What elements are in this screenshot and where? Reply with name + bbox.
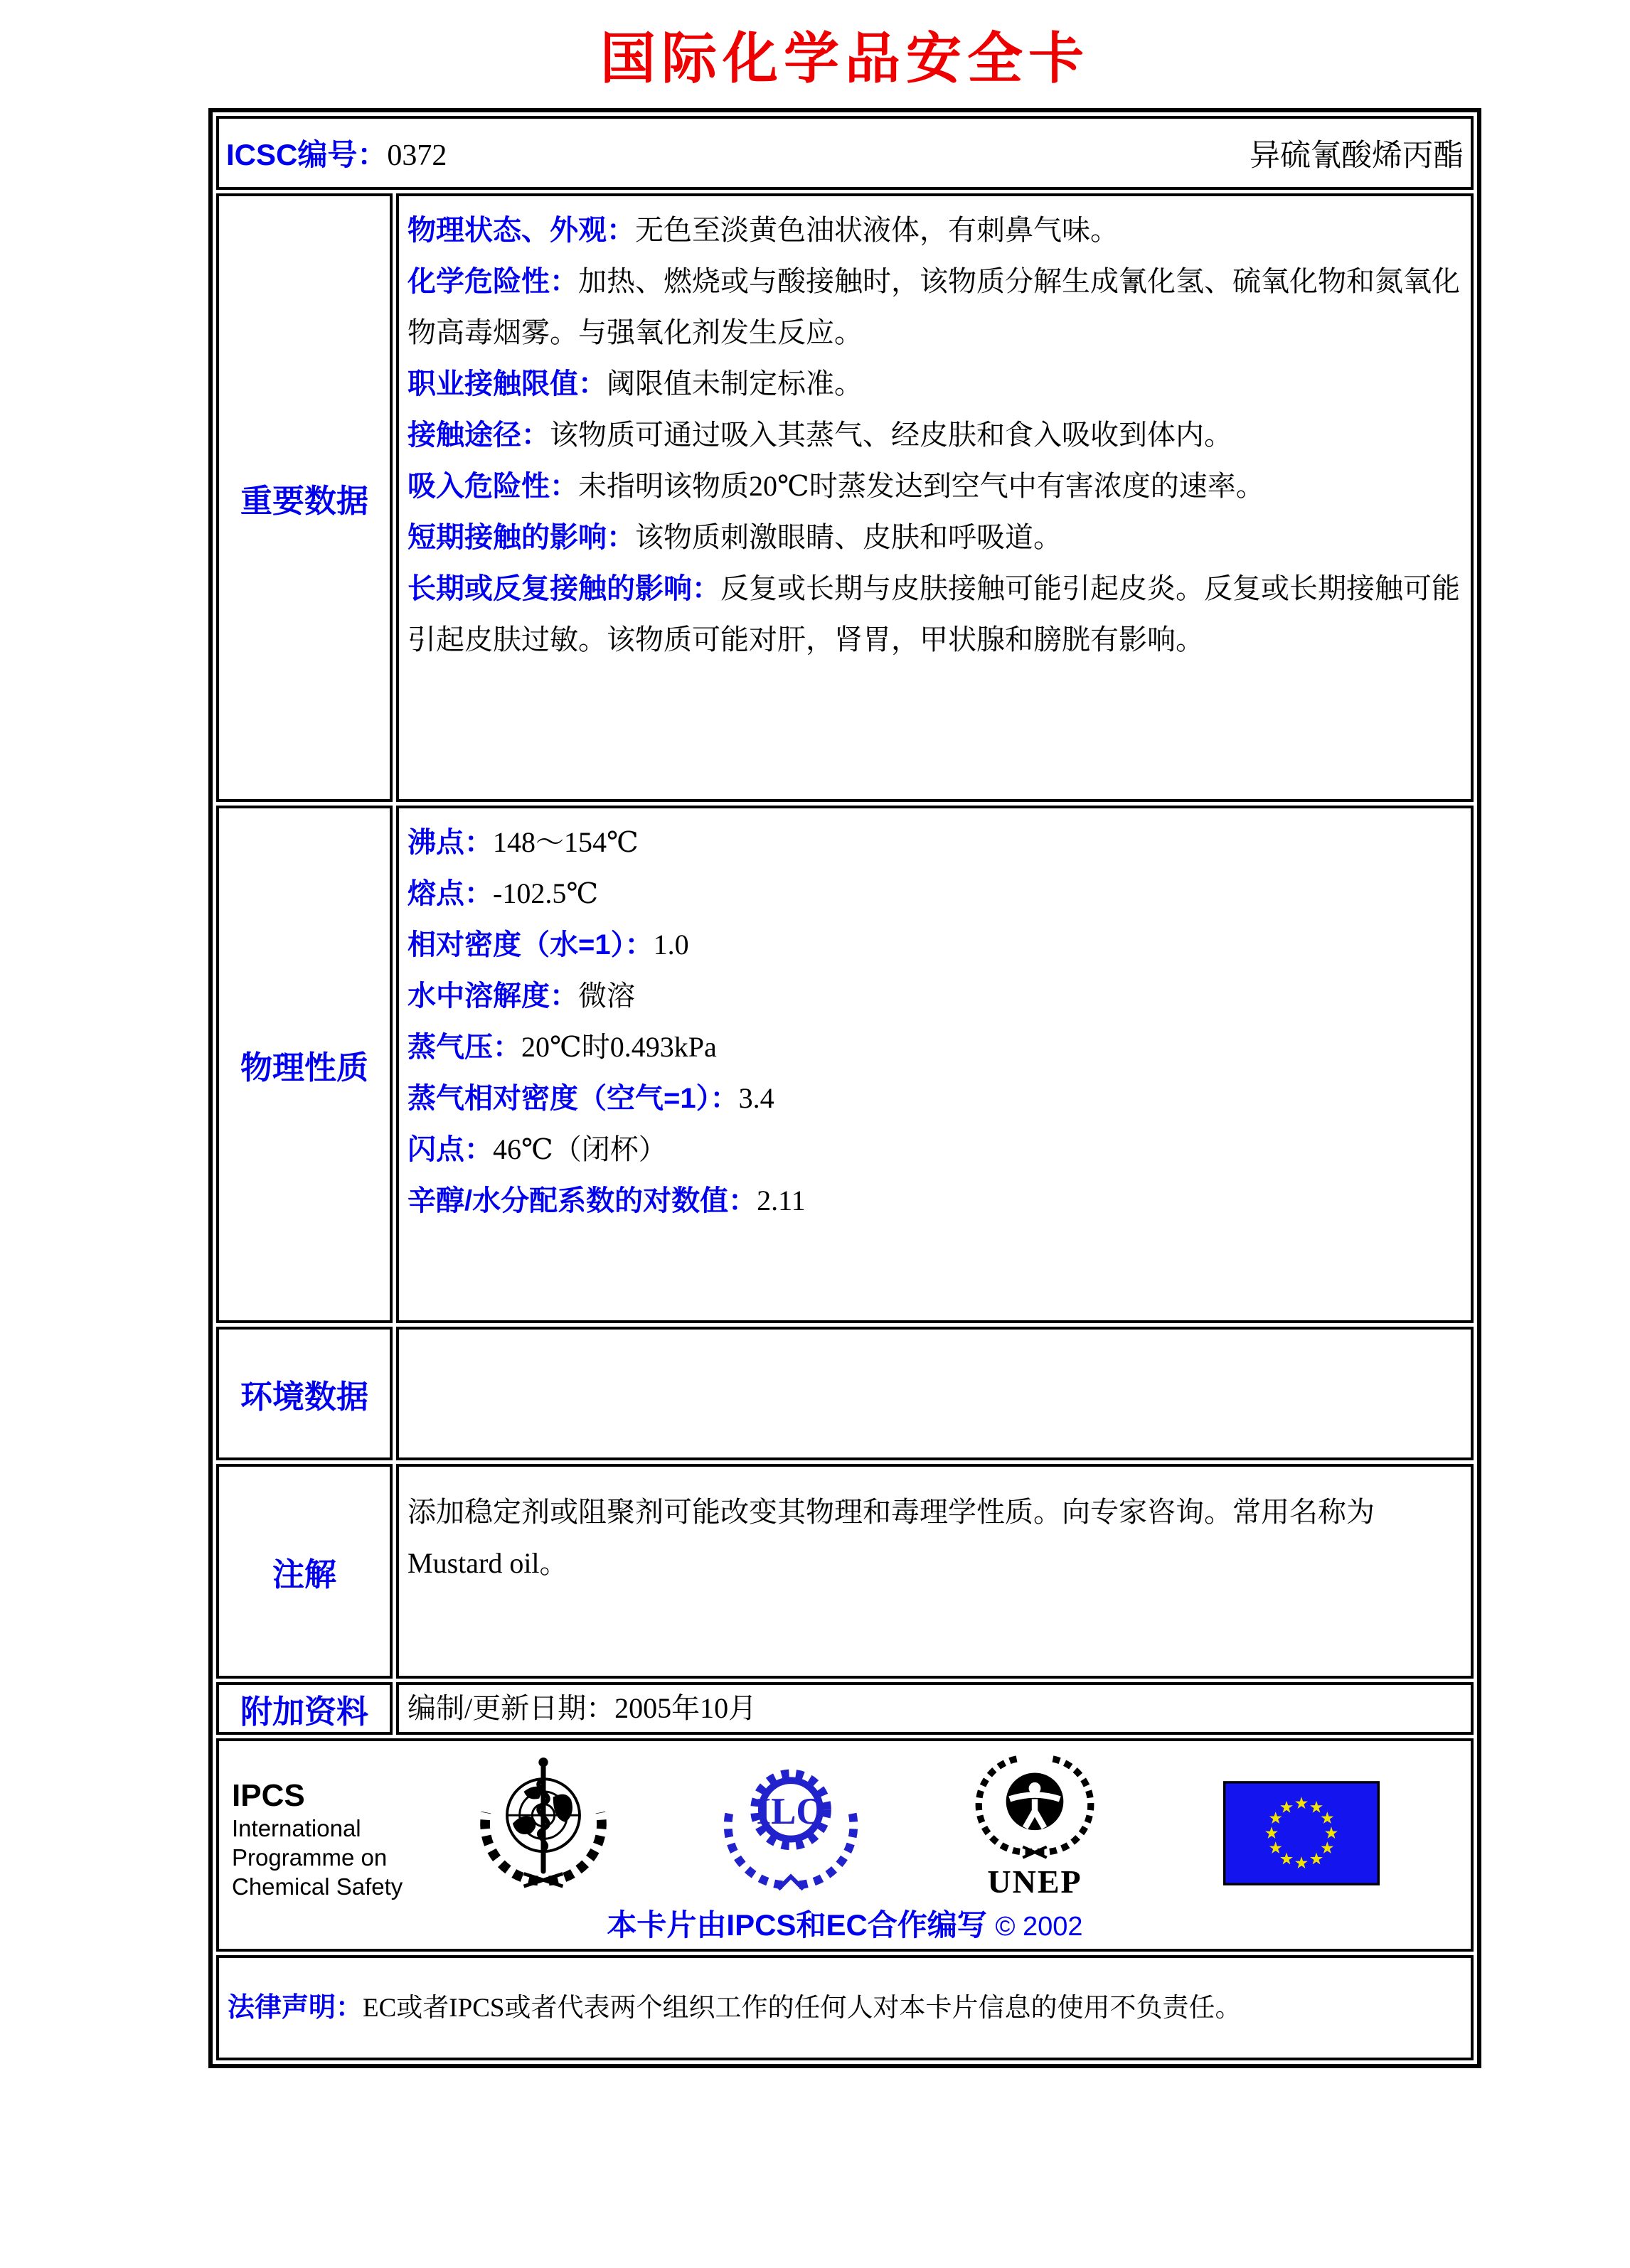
chemical-name: 异硫氰酸烯丙酯: [1250, 139, 1464, 173]
copyright-text: © 2002: [995, 1912, 1083, 1942]
physical-property-item: 水中溶解度：微溶: [408, 980, 635, 1012]
legal-cell: [216, 1955, 1474, 2060]
who-logo-icon: [474, 1751, 613, 1898]
physical-property-item: 蒸气压：20℃时0.493kPa: [408, 1031, 717, 1063]
ipcs-acronym: IPCS: [232, 1778, 305, 1813]
important-data-item: 物理状态、外观：无色至淡黄色油状液体，有刺鼻气味。: [408, 214, 1119, 246]
icsc-table: [208, 108, 1481, 2068]
ipcs-line: Chemical Safety: [232, 1873, 403, 1900]
ipcs-line: Programme on: [232, 1844, 388, 1871]
page-title: 国际化学品安全卡: [600, 28, 1090, 90]
legal-label: 法律声明：: [228, 1992, 363, 2023]
environmental-data-label: 环境数据: [216, 1327, 393, 1460]
important-data-item: 吸入危险性：未指明该物质20℃时蒸发达到空气中有害浓度的速率。: [408, 470, 1264, 502]
header-cell: [216, 116, 1474, 190]
cooperation-text: 本卡片由IPCS和EC合作编写: [607, 1908, 987, 1942]
notes-text: 添加稳定剂或阻聚剂可能改变其物理和毒理学性质。向专家咨询。常用名称为Mustard oil。: [408, 1496, 1375, 1579]
important-data-label: 重要数据: [216, 193, 393, 802]
important-data-content: [396, 193, 1474, 802]
icsc-number-value: 0372: [387, 139, 447, 172]
additional-info-label: 附加资料: [216, 1682, 393, 1735]
icsc-number-label: ICSC编号：: [226, 137, 388, 171]
notes-label: 注解: [216, 1464, 393, 1679]
important-data-item: 短期接触的影响：该物质刺激眼睛、皮肤和呼吸道。: [408, 521, 1062, 553]
legal-row: [216, 1955, 1474, 2060]
notes-row: [216, 1464, 1474, 1679]
physical-property-item: 蒸气相对密度（空气=1）：3.4: [408, 1082, 774, 1114]
ilo-logo-text: ILO: [756, 1791, 826, 1832]
physical-properties-row: [216, 806, 1474, 1323]
important-data-item: 接触途径：该物质可通过吸入其蒸气、经皮肤和食入吸收到体内。: [408, 419, 1232, 451]
important-data-item: 职业接触限值：阈限值未制定标准。: [408, 368, 863, 400]
eu-flag-icon: [1223, 1781, 1380, 1893]
physical-properties-label: 物理性质: [216, 806, 393, 1323]
legal-text: EC或者IPCS或者代表两个组织工作的任何人对本卡片信息的使用不负责任。: [363, 1993, 1242, 2023]
physical-properties-content: [396, 806, 1474, 1323]
physical-property-item: 辛醇/水分配系数的对数值：2.11: [408, 1184, 806, 1216]
cooperation-line: [219, 1902, 1471, 1945]
physical-property-item: 沸点：148～154℃: [408, 826, 639, 858]
unep-logo-icon: [974, 1751, 1095, 1900]
notes-content: [396, 1464, 1474, 1679]
unep-logo-text: UNEP: [987, 1863, 1082, 1900]
physical-property-item: 熔点：-102.5℃: [408, 877, 599, 909]
ipcs-line: International: [232, 1815, 361, 1841]
important-data-row: [216, 193, 1474, 802]
important-data-item: 长期或反复接触的影响：反复或长期与皮肤接触可能引起皮炎。反复或长期接触可能引起皮肤过敏。该物质可能对肝，肾胃，甲状腺和膀胱有影响。: [408, 572, 1460, 656]
additional-info-row: [216, 1682, 1474, 1735]
logos-row: [216, 1738, 1474, 1952]
logos-cell: [216, 1738, 1474, 1952]
environmental-data-content: [396, 1327, 1474, 1460]
physical-property-item: 相对密度（水=1）：1.0: [408, 929, 689, 961]
important-data-item: 化学危险性：加热、燃烧或与酸接触时，该物质分解生成氰化氢、硫氧化物和氮氧化物高毒烟雾。与强氧化剂发生反应。: [408, 265, 1460, 348]
ilo-logo-icon: [721, 1754, 861, 1900]
ipcs-text-block: [232, 1778, 403, 1901]
header-row: [216, 116, 1474, 190]
environmental-data-row: [216, 1327, 1474, 1460]
additional-info-content: 编制/更新日期：2005年10月: [396, 1682, 1474, 1735]
physical-property-item: 闪点：46℃（闭杯）: [408, 1133, 667, 1165]
